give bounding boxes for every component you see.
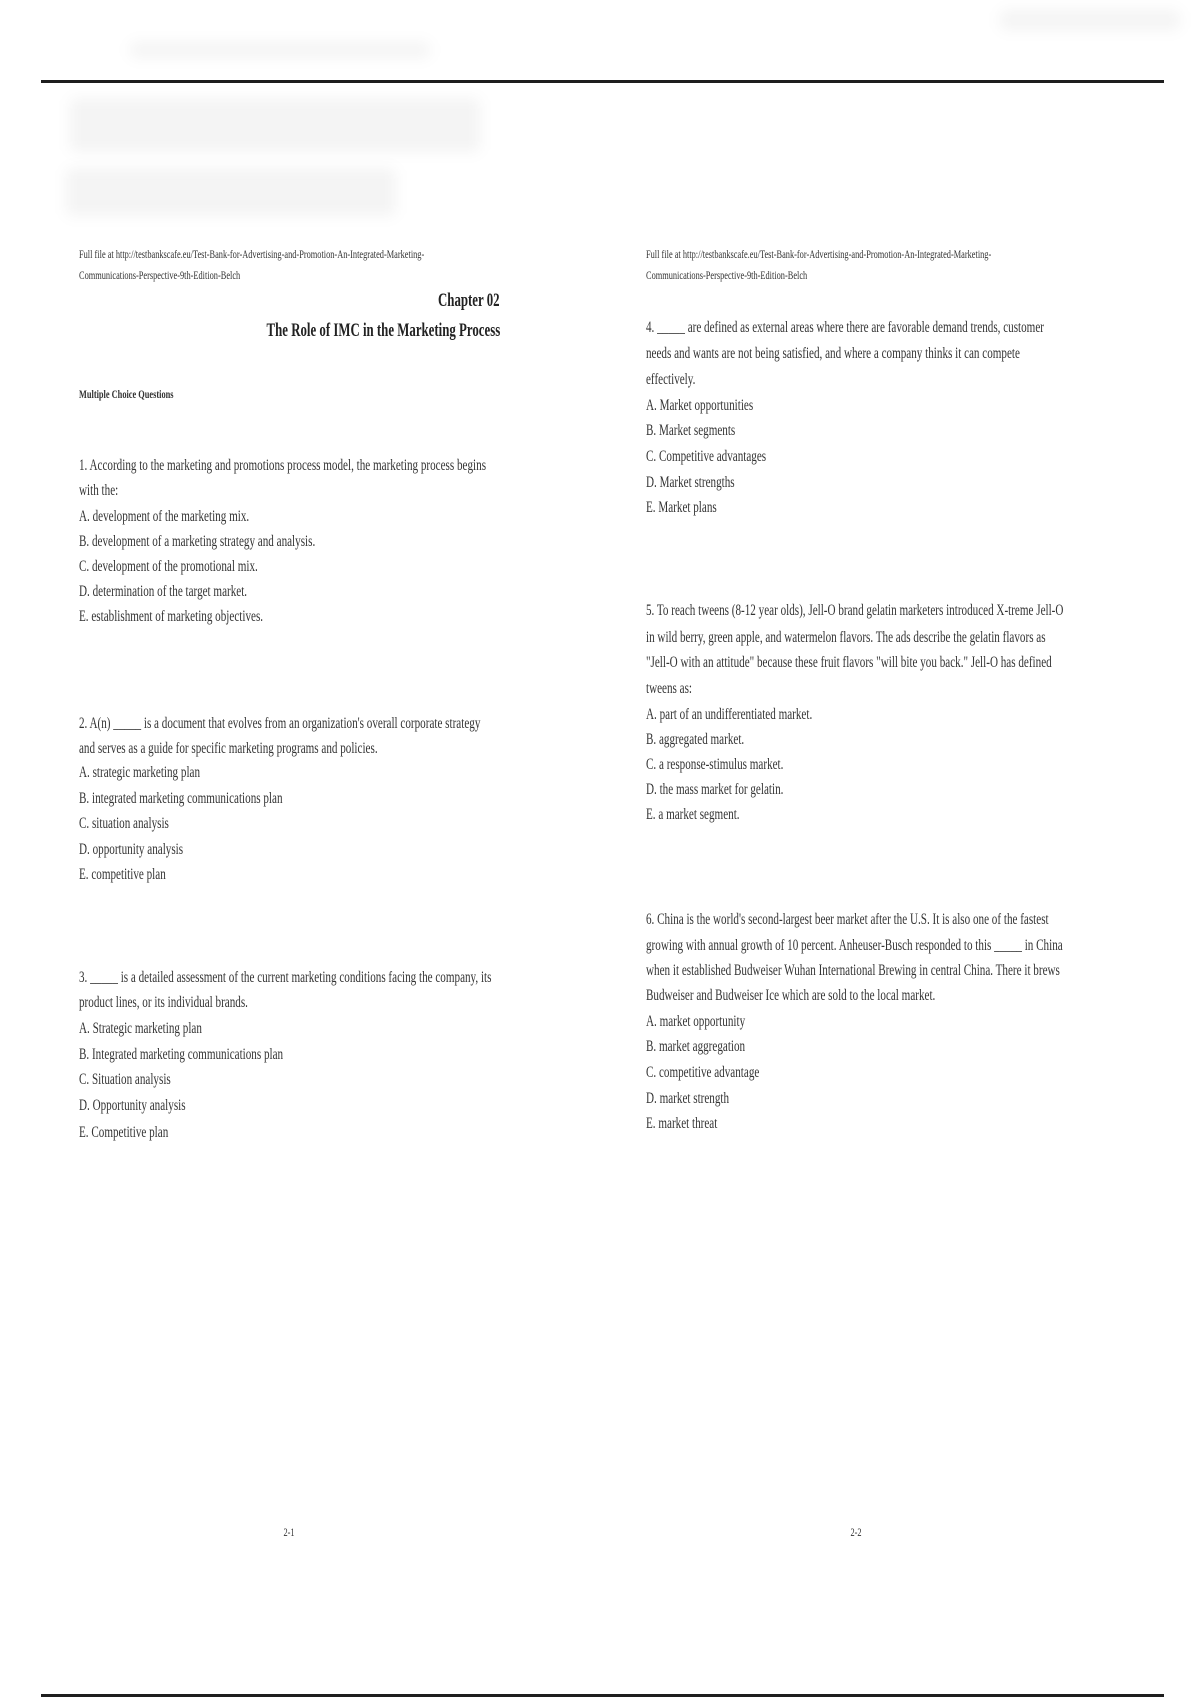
question-stem-line: tweens as: <box>646 680 693 697</box>
question-stem-line: in wild berry, green apple, and watermelon flavors. The ads describe the gelatin flavors as <box>646 629 1046 646</box>
answer-option: A. Strategic marketing plan <box>79 1020 202 1037</box>
answer-option: C. competitive advantage <box>646 1064 760 1081</box>
answer-option: D. determination of the target market. <box>79 583 248 600</box>
answer-option: A. part of an undifferentiated market. <box>646 706 813 723</box>
answer-option: E. Market plans <box>646 499 717 516</box>
answer-option: D. opportunity analysis <box>79 841 184 858</box>
answer-option: A. Market opportunities <box>646 397 754 414</box>
question-stem-line: 6. China is the world's second-largest beer market after the U.S. It is also one of the fastest <box>646 911 1049 928</box>
section-heading: Multiple Choice Questions <box>79 387 174 401</box>
question-stem-line: needs and wants are not being satisfied, and where a company thinks it can compete <box>646 345 1020 362</box>
question-stem-line: product lines, or its individual brands. <box>79 994 248 1011</box>
answer-option: C. situation analysis <box>79 815 169 832</box>
answer-option: A. strategic marketing plan <box>79 764 201 781</box>
question-stem-line: with the: <box>79 482 119 499</box>
top-rule <box>41 80 1164 83</box>
source-url-line: Communications-Perspective-9th-Edition-Belch <box>646 268 808 282</box>
answer-option: D. the mass market for gelatin. <box>646 781 784 798</box>
chapter-title: The Role of IMC in the Marketing Process <box>266 321 500 341</box>
question-stem-line: when it established Budweiser Wuhan International Brewing in central China. There it brews <box>646 962 1060 979</box>
question-stem-line: Budweiser and Budweiser Ice which are sold to the local market. <box>646 987 936 1004</box>
question-stem-line: 1. According to the marketing and promotions process model, the marketing process begins <box>79 457 487 474</box>
bottom-rule <box>41 1694 1164 1697</box>
page-number: 2-1 <box>283 1525 295 1539</box>
question-stem-line: 5. To reach tweens (8-12 year olds), Jell-O brand gelatin marketers introduced X-treme Jell-O <box>646 602 1064 619</box>
answer-option: B. development of a marketing strategy and analysis. <box>79 533 316 550</box>
answer-option: E. establishment of marketing objectives. <box>79 608 264 625</box>
question-stem-line: 4. _____ are defined as external areas where there are favorable demand trends, customer <box>646 319 1044 336</box>
answer-option: A. market opportunity <box>646 1013 746 1030</box>
source-url-line: Full file at http://testbankscafe.eu/Test-Bank-for-Advertising-and-Promotion-An-Integrated-Marketing- <box>646 247 992 261</box>
question-stem-line: 2. A(n) _____ is a document that evolves from an organization's overall corporate strategy <box>79 715 481 732</box>
answer-option: C. development of the promotional mix. <box>79 558 258 575</box>
answer-option: C. a response-stimulus market. <box>646 756 784 773</box>
answer-option: E. market threat <box>646 1115 718 1132</box>
source-url-line: Full file at http://testbankscafe.eu/Test-Bank-for-Advertising-and-Promotion-An-Integrated-Marketing- <box>79 247 425 261</box>
answer-option: E. a market segment. <box>646 806 740 823</box>
answer-option: D. market strength <box>646 1090 730 1107</box>
question-stem-line: growing with annual growth of 10 percent. Anheuser-Busch responded to this _____ in China <box>646 937 1063 954</box>
answer-option: B. Market segments <box>646 422 736 439</box>
answer-option: B. integrated marketing communications plan <box>79 790 283 807</box>
question-stem-line: "Jell-O with an attitude" because these fruit flavors "will bite you back." Jell-O has defined <box>646 654 1052 671</box>
answer-option: E. competitive plan <box>79 866 166 883</box>
page-number: 2-2 <box>850 1525 862 1539</box>
answer-option: B. Integrated marketing communications plan <box>79 1046 284 1063</box>
blurred-watermark-bar <box>130 42 430 58</box>
answer-option: D. Market strengths <box>646 474 735 491</box>
chapter-number: Chapter 02 <box>438 291 500 311</box>
blurred-watermark-bar <box>1000 10 1180 30</box>
blurred-watermark-bar <box>66 168 396 216</box>
source-url-line: Communications-Perspective-9th-Edition-Belch <box>79 268 241 282</box>
answer-option: B. market aggregation <box>646 1038 746 1055</box>
question-stem-line: effectively. <box>646 371 696 388</box>
answer-option: B. aggregated market. <box>646 731 745 748</box>
answer-option: C. Situation analysis <box>79 1071 171 1088</box>
answer-option: A. development of the marketing mix. <box>79 508 250 525</box>
question-stem-line: 3. _____ is a detailed assessment of the current marketing conditions facing the company, its <box>79 969 492 986</box>
question-stem-line: and serves as a guide for specific marketing programs and policies. <box>79 740 378 757</box>
answer-option: D. Opportunity analysis <box>79 1097 186 1114</box>
answer-option: E. Competitive plan <box>79 1124 169 1141</box>
blurred-watermark-bar <box>70 98 480 152</box>
answer-option: C. Competitive advantages <box>646 448 767 465</box>
